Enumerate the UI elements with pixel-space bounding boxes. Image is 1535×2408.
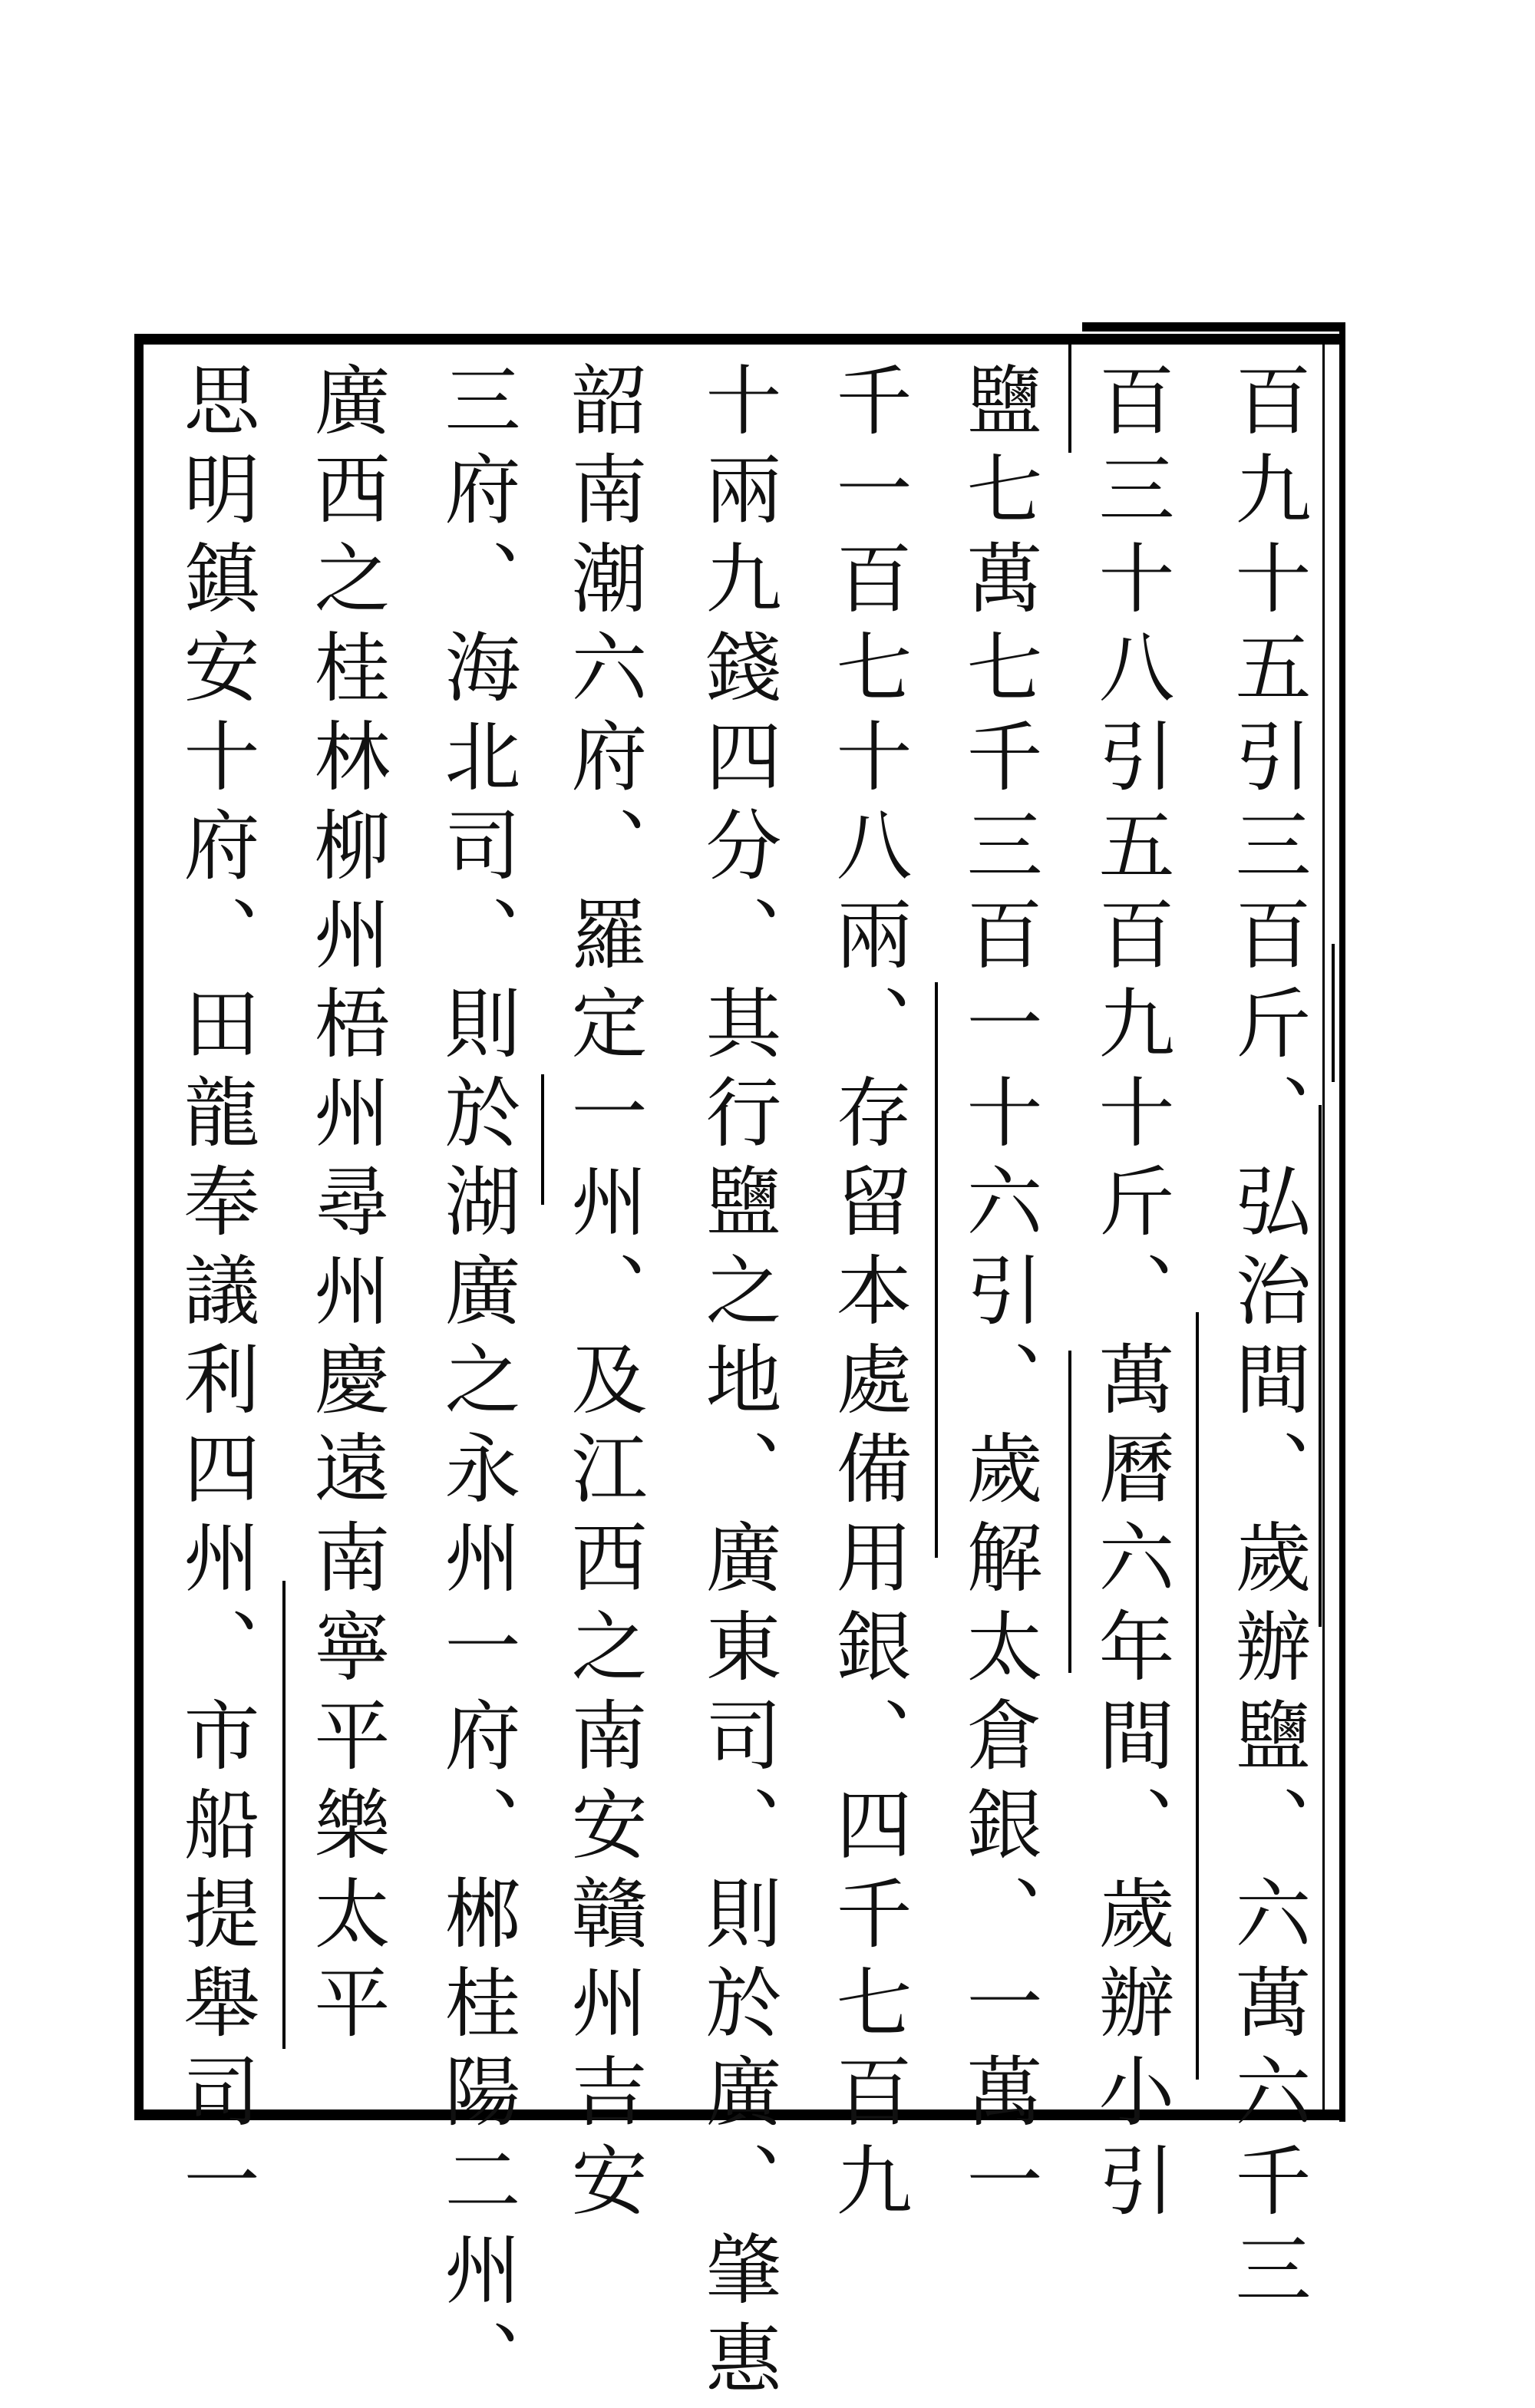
text-column-4: 千一百七十八兩、存留本處備用銀、四千七百九	[824, 361, 912, 2230]
proper-noun-marker	[935, 982, 938, 1558]
proper-noun-marker	[1332, 944, 1335, 1082]
proper-noun-marker	[541, 1074, 544, 1205]
proper-noun-marker	[1068, 338, 1071, 453]
top-border-rule	[1082, 322, 1345, 332]
text-column-5: 十兩九錢四分、其行鹽之地、廣東司、則於廣、肇惠	[693, 361, 781, 2408]
text-column-9: 思明鎮安十府、田龍奉議利四州、市船提舉司一	[171, 361, 259, 2230]
right-border-rule	[1339, 322, 1345, 2122]
text-column-7: 三府、海北司、則於湖廣之永州一府、郴桂陽二州、	[432, 361, 520, 2408]
proper-noun-marker	[1068, 1351, 1071, 1673]
text-column-2: 百三十八引五百九十斤、萬曆六年間、歲辦小引	[1086, 361, 1174, 2230]
text-column-6: 韶南潮六府、羅定一州、及江西之南安贛州吉安	[559, 361, 647, 2230]
text-column-8: 廣西之桂林柳州梧州尋州慶遠南寧平樂太平	[302, 361, 390, 2052]
text-column-1: 百九十五引三百斤、弘治間、歲辦鹽、六萬六千三	[1223, 361, 1311, 2319]
proper-noun-marker	[282, 1581, 286, 2049]
proper-noun-marker	[1196, 1312, 1199, 2080]
text-column-3: 鹽七萬七千三百一十六引、歲解太倉銀、一萬一	[954, 361, 1042, 2230]
